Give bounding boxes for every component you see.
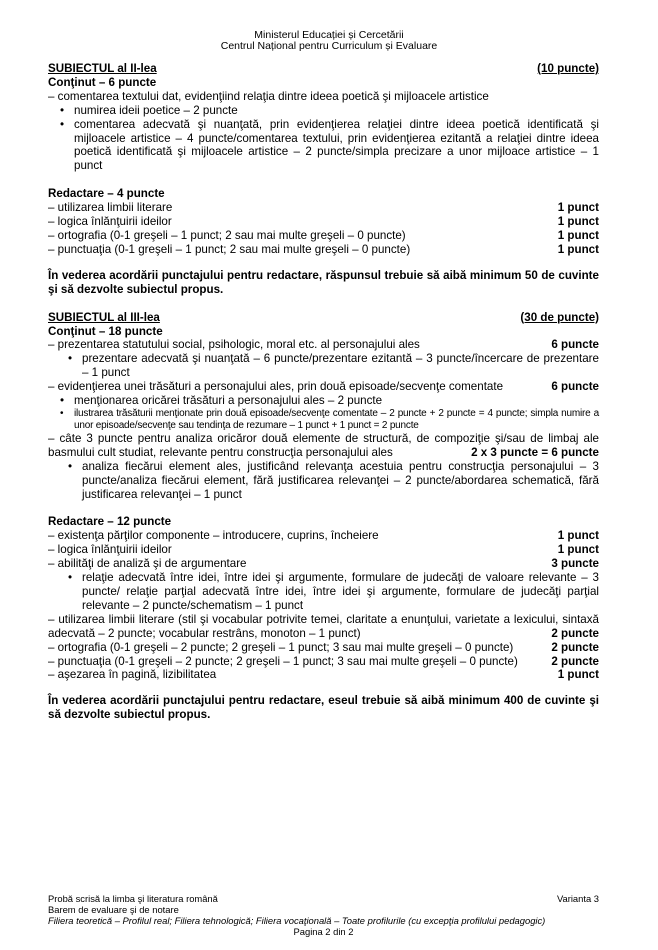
s3-content-title: Conţinut – 18 puncte [48, 324, 163, 338]
s3-r3-text: – abilităţi de analiză şi de argumentare [48, 557, 247, 571]
s3-r3-bullet: • relaţie adecvată între idei, între idei şi argumente, formulare de judecăţi de valoare relevante – 3 puncte/ relaţie parţial adecvată între idei, între idei şi argumente, formulare de judecăţi parţial relevante – 2 puncte/schematism – 1 punct [48, 571, 599, 613]
section-2-heading [48, 62, 599, 76]
s3-red-row-6 [48, 655, 599, 669]
s3-c1-points: 6 puncte [551, 338, 599, 352]
s3-c2-bullet-1: • menţionarea oricărei trăsături a personajului ales – 2 puncte [48, 394, 599, 408]
s3-redactare-title: Redactare – 12 puncte [48, 515, 172, 529]
footer-row-1 [48, 893, 599, 904]
s3-r3-points: 3 puncte [551, 557, 599, 571]
section-3-title: SUBIECTUL al III-lea [48, 310, 160, 324]
center-name: Centrul Național pentru Curriculum și Evaluare [220, 40, 438, 52]
s3-r2-text: – logica înlănţuirii ideilor [48, 543, 172, 557]
s3-criterion-2 [48, 380, 599, 394]
s3-r5-text: – ortografia (0-1 greşeli – 2 puncte; 2 greşeli – 1 punct; 3 sau mai multe greşeli – 0 puncte) [48, 640, 514, 654]
s2-red-row-1 [48, 201, 599, 215]
s3-c3-points: 2 x 3 puncte = 6 puncte [471, 445, 599, 459]
s3-criterion-1 [48, 338, 599, 352]
page-header [0, 30, 658, 52]
s3-red-row-7 [48, 668, 599, 682]
s3-red-row-4 [48, 613, 599, 641]
s3-r4-text: – utilizarea limbii literare (stil şi vocabular potrivite temei, claritate a enunţului, varietate a lexicului, sintaxă adecvată – 2 puncte; vocabular restrâns, monoton – 1 punct) [48, 612, 599, 640]
s3-c2-text: – evidenţierea unei trăsături a personajului ales, prin două episoade/secvenţe comentate [48, 380, 504, 394]
section-3-heading [48, 311, 599, 325]
s3-r5-points: 2 puncte [551, 640, 599, 654]
section-2-title: SUBIECTUL al II-lea [48, 62, 157, 75]
s2-red-row-4 [48, 243, 599, 257]
s3-r4-points: 2 puncte [551, 626, 599, 640]
document-body [48, 62, 599, 722]
s2-content-title: Conţinut – 6 puncte [48, 75, 157, 89]
s2-red-points-3: 1 punct [557, 228, 599, 242]
s3-note: În vederea acordării punctajului pentru redactare, eseul trebuie să aibă minimum 400 de cuvinte şi să dezvolte subiectul propus. [48, 694, 599, 722]
s2-criterion: – comentarea textului dat, evidenţiind relaţia dintre ideea poetică şi mijloacele artistice [48, 89, 489, 103]
page-footer [48, 893, 599, 937]
s3-criterion-3 [48, 432, 599, 460]
ministry-name: Ministerul Educației și Cercetării [254, 29, 404, 41]
s3-c2-bullet-2: • ilustrarea trăsăturii menţionate prin două episoade/secvenţe comentate – 2 puncte + 2 puncte = 4 puncte; simpla numire a unor episoade/secvenţe sau tendinţa de rezumare – 1 punct + 1 punct = 2 puncte [48, 408, 599, 432]
s3-r6-text: – punctuaţia (0-1 greşeli – 2 puncte; 2 greşeli – 1 punct; 3 sau mai multe greşeli – 0 puncte) [48, 654, 518, 668]
footer-barem: Barem de evaluare şi de notare [48, 904, 179, 915]
page-number: Pagina 2 din 2 [293, 926, 354, 937]
s2-red-text-4: – punctuaţia (0-1 greşeli – 1 punct; 2 sau mai multe greşeli – 0 puncte) [48, 242, 411, 256]
s2-note: În vederea acordării punctajului pentru redactare, răspunsul trebuie să aibă minimum 50 de cuvinte şi să dezvolte subiectul propus. [48, 268, 599, 296]
footer-exam-name: Probă scrisă la limba şi literatura română [48, 893, 218, 904]
section-3-points: (30 de puncte) [520, 310, 599, 324]
s3-c2-points: 6 puncte [551, 380, 599, 394]
section-2-points: (10 puncte) [537, 62, 599, 75]
s3-r7-points: 1 punct [557, 668, 599, 682]
footer-variant: Varianta 3 [556, 893, 599, 904]
s2-red-text-2: – logica înlănţuirii ideilor [48, 215, 172, 229]
s3-red-row-2 [48, 543, 599, 557]
s3-red-row-3 [48, 557, 599, 571]
s2-red-text-3: – ortografia (0-1 greşeli – 1 punct; 2 sau mai multe greşeli – 0 puncte) [48, 228, 406, 242]
s3-red-row-1 [48, 529, 599, 543]
s2-redactare-title: Redactare – 4 puncte [48, 187, 165, 201]
footer-profile: Filiera teoretică – Profilul real; Filiera tehnologică; Filiera vocaţională – Toate profilurile (cu excepţia profilului pedagogic) [48, 915, 546, 926]
s2-red-points-1: 1 punct [557, 201, 599, 215]
s3-r1-points: 1 punct [557, 529, 599, 543]
s3-r6-points: 2 puncte [551, 654, 599, 668]
s2-bullet-2: • comentarea adecvată şi nuanţată, prin evidenţierea relaţiei dintre ideea poetică identificată şi mijloacele artistice – 4 puncte/comentarea textului, prin evidenţierea ezitantă a relaţiei dintre ideea poetică identificată şi mijloacele artistice – 2 puncte/simpla precizare a unor mijloace artistice – 1 punct [48, 118, 599, 174]
s2-red-row-3 [48, 229, 599, 243]
s3-r2-points: 1 punct [557, 543, 599, 557]
s2-red-text-1: – utilizarea limbii literare [48, 201, 173, 215]
s2-red-points-4: 1 punct [557, 242, 599, 256]
s3-red-row-5 [48, 641, 599, 655]
s3-c3-text: – câte 3 puncte pentru analiza oricăror două elemente de structură, de compoziţie şi/sau de limbaj ale basmului cult studiat, relevante pentru construcţia personajului ales [48, 431, 599, 459]
s2-bullet-1: • numirea ideii poetice – 2 puncte [48, 104, 599, 118]
s3-c1-bullet: • prezentare adecvată şi nuanţată – 6 puncte/prezentare ezitantă – 3 puncte/încercare de prezentare – 1 punct [48, 352, 599, 380]
s2-red-row-2 [48, 215, 599, 229]
s3-c3-bullet: • analiza fiecărui element ales, justificând relevanţa acestuia pentru construcţia personajului – 3 puncte/analiza fiecărui element, fără justificarea relevanţei – 2 puncte/abordarea schematică, fără justificarea relevanţei – 1 punct [48, 460, 599, 502]
s2-red-points-2: 1 punct [557, 215, 599, 229]
s3-c1-text: – prezentarea statutului social, psihologic, moral etc. al personajului ales [48, 338, 420, 352]
s3-r1-text: – existenţa părţilor componente – introducere, cuprins, încheiere [48, 529, 379, 543]
s3-r7-text: – aşezarea în pagină, lizibilitatea [48, 668, 217, 682]
